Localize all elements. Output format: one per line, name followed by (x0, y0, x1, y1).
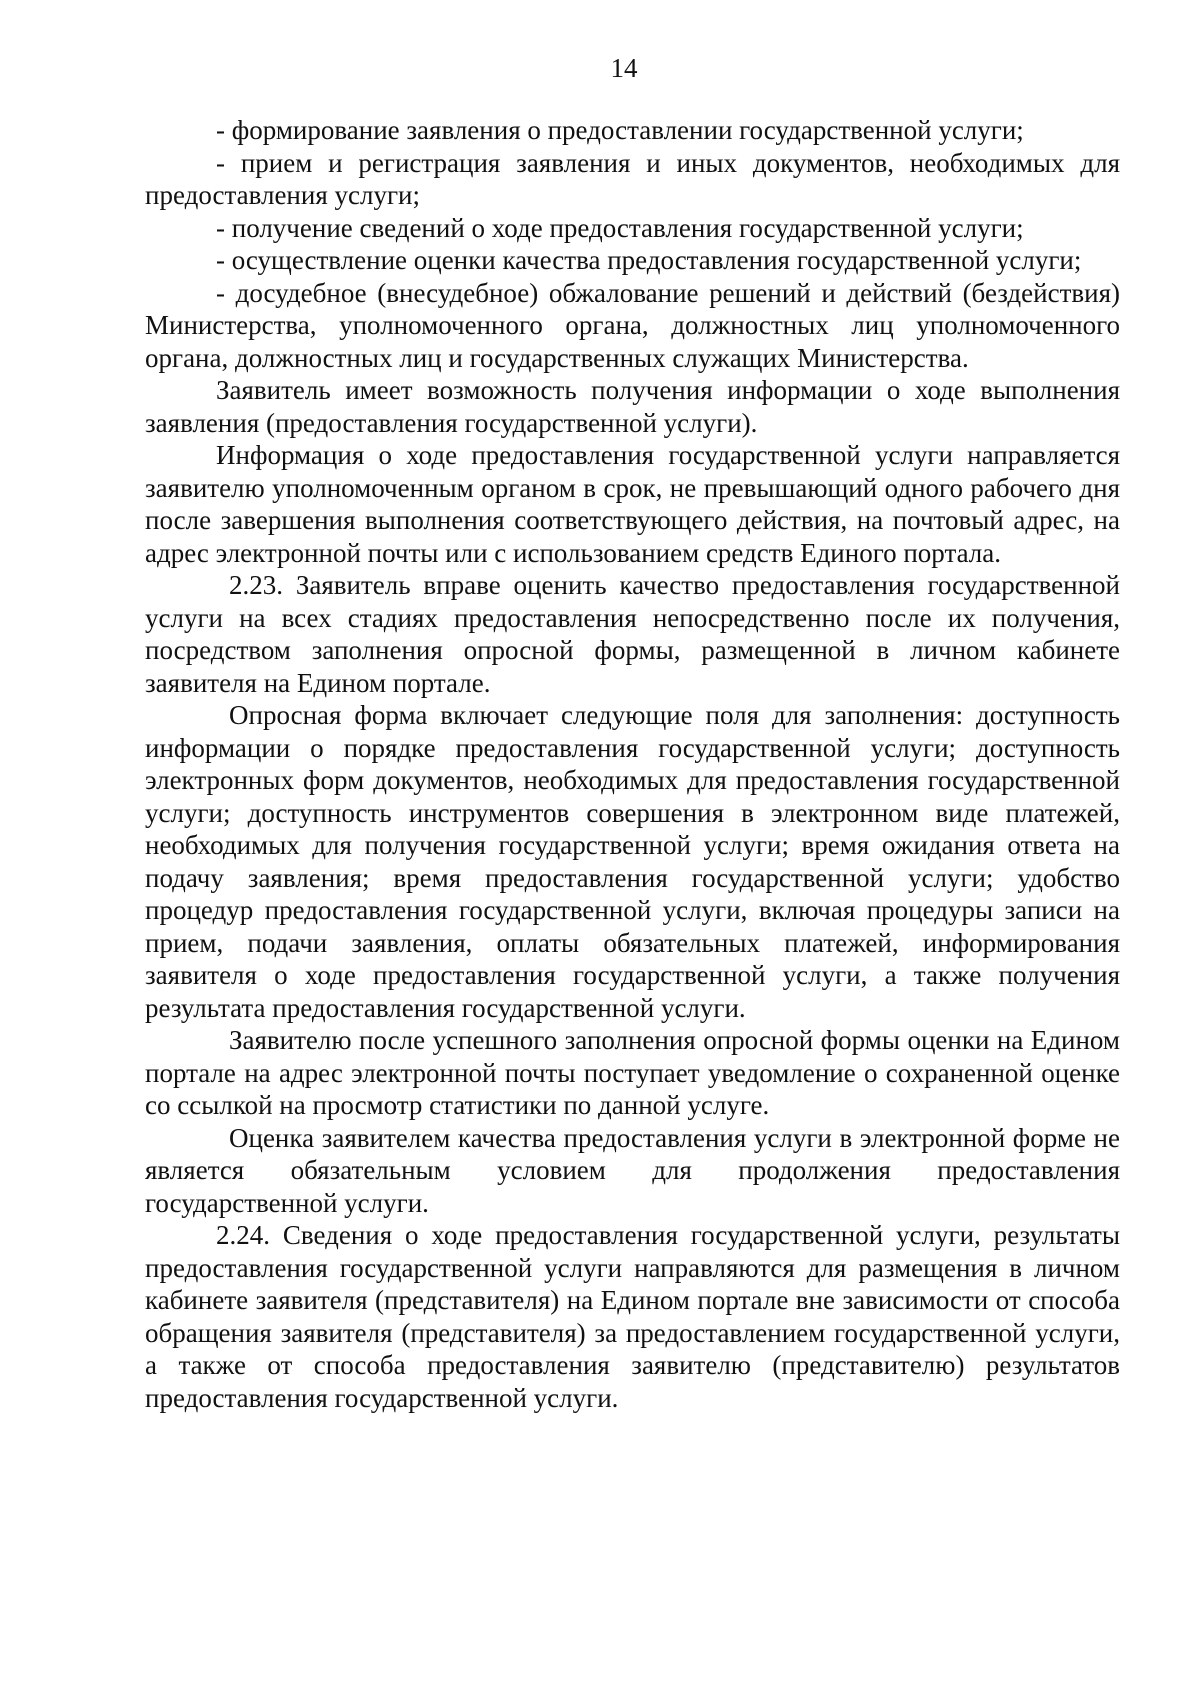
list-item-form-application: - формирование заявления о предоставлении государственной услуги; (216, 115, 1024, 145)
paragraph-survey-form: Опросная форма включает следующие поля для заполнения: доступность информации о порядке предоставления государственной услуги; доступность электронных форм документов, необходимых для предоставления государственной услуги; доступность инструментов совершения в электронном виде платежей, необходимых для получения государственной услуги; время ожидания ответа на подачу заявления; время предоставления государственной услуги; удобство процедур предоставления государственной услуги, включая процедуры записи на прием, подачи заявления, оплаты обязательных платежей, информирования заявителя о ходе предоставления государственной услуги, а также получения результата предоставления государственной услуги. (145, 700, 1120, 1023)
paragraph-2-23: 2.23. Заявитель вправе оценить качество предоставления государственной услуги на всех стадиях предоставления непосредственно после их получения, посредством заполнения опросной формы, размещенной в личном кабинете заявителя на Едином портале. (145, 570, 1120, 698)
paragraph-notification: Заявителю после успешного заполнения опросной формы оценки на Едином портале на адрес электронной почты поступает уведомление о сохраненной оценке со ссылкой на просмотр статистики по данной услуге. (145, 1025, 1120, 1120)
paragraph-2-24: 2.24. Сведения о ходе предоставления государственной услуги, результаты предоставления государственной услуги направляются для размещения в личном кабинете заявителя (представителя) на Едином портале вне зависимости от способа обращения заявителя (представителя) за предоставлением государственной услуги, а также от способа предоставления заявителю (представителю) результатов предоставления государственной услуги. (145, 1220, 1120, 1413)
list-item-quality-evaluation: - осуществление оценки качества предоставления государственной услуги; (216, 245, 1082, 275)
paragraph-applicant-info: Заявитель имеет возможность получения информации о ходе выполнения заявления (предоставления государственной услуги). (145, 375, 1120, 438)
list-item-progress-info: - получение сведений о ходе предоставления государственной услуги; (216, 212, 1024, 243)
paragraph-info-delivery: Информация о ходе предоставления государственной услуги направляется заявителю уполномоченным органом в срок, не превышающий одного рабочего дня после завершения выполнения соответствующего действия, на почтовый адрес, на адрес электронной почты или с использованием средств Единого портала. (145, 440, 1120, 568)
paragraph-evaluation-optional: Оценка заявителем качества предоставления услуги в электронной форме не является обязательным условием для продолжения предоставления государственной услуги. (145, 1122, 1120, 1218)
list-item-pretrial-appeal: - досудебное (внесудебное) обжалование решений и действий (бездействия) Министерства, уполномоченного органа, должностных лиц уполномоченного органа, должностных лиц и государственных служащих Министерства. (145, 277, 1120, 373)
page-number: 14 (610, 53, 638, 83)
list-item-receive-register: - прием и регистрация заявления и иных документов, необходимых для предоставления услуги; (145, 147, 1120, 210)
document-body (145, 114, 1120, 1414)
